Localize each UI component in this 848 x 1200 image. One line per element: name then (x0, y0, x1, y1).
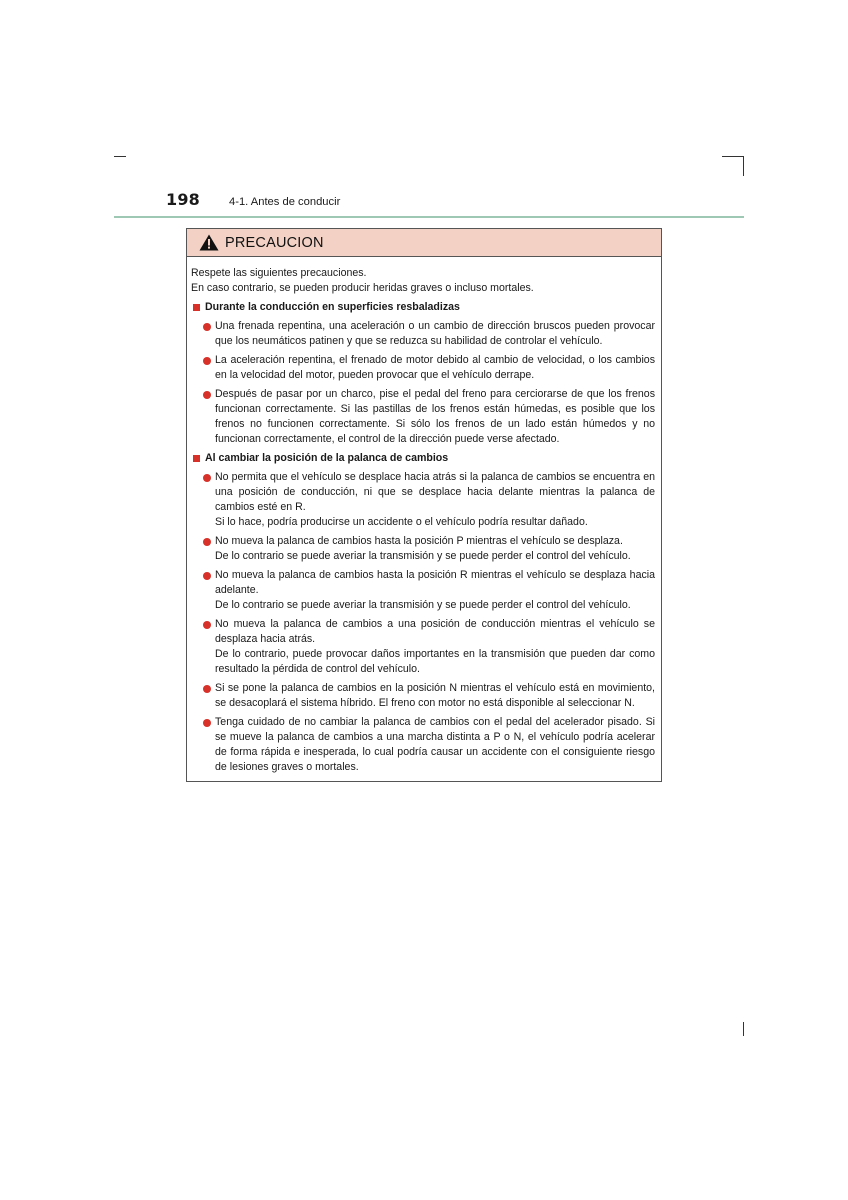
caution-body (187, 257, 661, 775)
square-bullet-icon (193, 304, 200, 311)
caution-intro (191, 266, 655, 296)
header-divider (114, 216, 744, 218)
bullet-text: No mueva la palanca de cambios hasta la posición R mientras el vehículo se desplaza hacia adelante. (215, 568, 655, 596)
bullet-text: La aceleración repentina, el frenado de motor debido al cambio de velocidad, o los cambios en la velocidad del motor, pueden provocar que el vehículo derrape. (215, 353, 655, 381)
section-heading (191, 451, 655, 466)
bullet-text: De lo contrario se puede averiar la transmisión y se puede perder el control del vehículo. (215, 549, 631, 562)
round-bullet-icon (203, 719, 211, 727)
bullet-text: No permita que el vehículo se desplace hacia atrás si la palanca de cambios se encuentra en una posición de conducción, ni que se desplace hacia delante mientras la palanca de cambios esté en R. (215, 470, 655, 513)
round-bullet-icon (203, 572, 211, 580)
bullet-text: No mueva la palanca de cambios a una posición de conducción mientras el vehículo se desplaza hacia atrás. (215, 617, 655, 645)
round-bullet-icon (203, 474, 211, 482)
round-bullet-icon (203, 685, 211, 693)
bullet-item (191, 387, 655, 447)
bullet-item (191, 470, 655, 530)
bullet-text: Después de pasar por un charco, pise el pedal del freno para cerciorarse de que los frenos funcionan correctamente. Si las pastillas de los frenos están húmedas, es posible que los frenos no funcionen correctamente. Si sólo los frenos de un lado están húmedos y no funcionan correctamente, el control de la dirección puede verse afectado. (215, 387, 655, 445)
section-heading-text: Al cambiar la posición de la palanca de cambios (205, 451, 449, 464)
bullet-item (191, 681, 655, 711)
warning-triangle-icon (199, 234, 219, 251)
round-bullet-icon (203, 391, 211, 399)
bullet-text: Tenga cuidado de no cambiar la palanca de cambios con el pedal del acelerador pisado. Si se mueve la palanca de cambios a una marcha distinta a P o N, el vehículo podría acelerar de forma rápida e inesperada, lo cual podría causar un accidente con el consiguiente riesgo de lesiones graves o mortales. (215, 715, 655, 773)
bullet-item (191, 568, 655, 613)
round-bullet-icon (203, 621, 211, 629)
bullet-text: Una frenada repentina, una aceleración o un cambio de dirección bruscos pueden provocar que los neumáticos patinen y que se reduzca su habilidad de controlar el vehículo. (215, 319, 655, 347)
bullet-item (191, 534, 655, 564)
bullet-item (191, 353, 655, 383)
round-bullet-icon (203, 357, 211, 365)
crop-mark-top-right-v (743, 156, 744, 176)
crop-mark-bottom-right (743, 1022, 744, 1036)
section-title: 4-1. Antes de conducir (229, 196, 341, 208)
section-heading-text: Durante la conducción en superficies resbaladizas (205, 300, 460, 313)
section-heading (191, 300, 655, 315)
bullet-text: De lo contrario se puede averiar la transmisión y se puede perder el control del vehículo. (215, 598, 631, 611)
caution-box (186, 228, 662, 782)
intro-line: En caso contrario, se pueden producir heridas graves o incluso mortales. (191, 281, 534, 294)
bullet-text: Si se pone la palanca de cambios en la posición N mientras el vehículo está en movimiento, se desacoplará el sistema híbrido. El freno con motor no está disponible al seleccionar N. (215, 681, 655, 709)
bullet-text: No mueva la palanca de cambios hasta la posición P mientras el vehículo se desplaza. (215, 534, 623, 547)
bullet-item (191, 715, 655, 775)
crop-mark-top-left (114, 156, 126, 157)
round-bullet-icon (203, 538, 211, 546)
bullet-text: Si lo hace, podría producirse un accidente o el vehículo podría resultar dañado. (215, 515, 588, 528)
bullet-item (191, 617, 655, 677)
page-number: 198 (166, 190, 200, 209)
square-bullet-icon (193, 455, 200, 462)
round-bullet-icon (203, 323, 211, 331)
caution-header (187, 229, 661, 257)
intro-line: Respete las siguientes precauciones. (191, 267, 367, 279)
caution-title: PRECAUCION (225, 234, 324, 251)
crop-mark-top-right-h (722, 156, 744, 157)
bullet-text: De lo contrario, puede provocar daños importantes en la transmisión que pueden dar como resultado la pérdida de control del vehículo. (215, 647, 655, 675)
bullet-item (191, 319, 655, 349)
